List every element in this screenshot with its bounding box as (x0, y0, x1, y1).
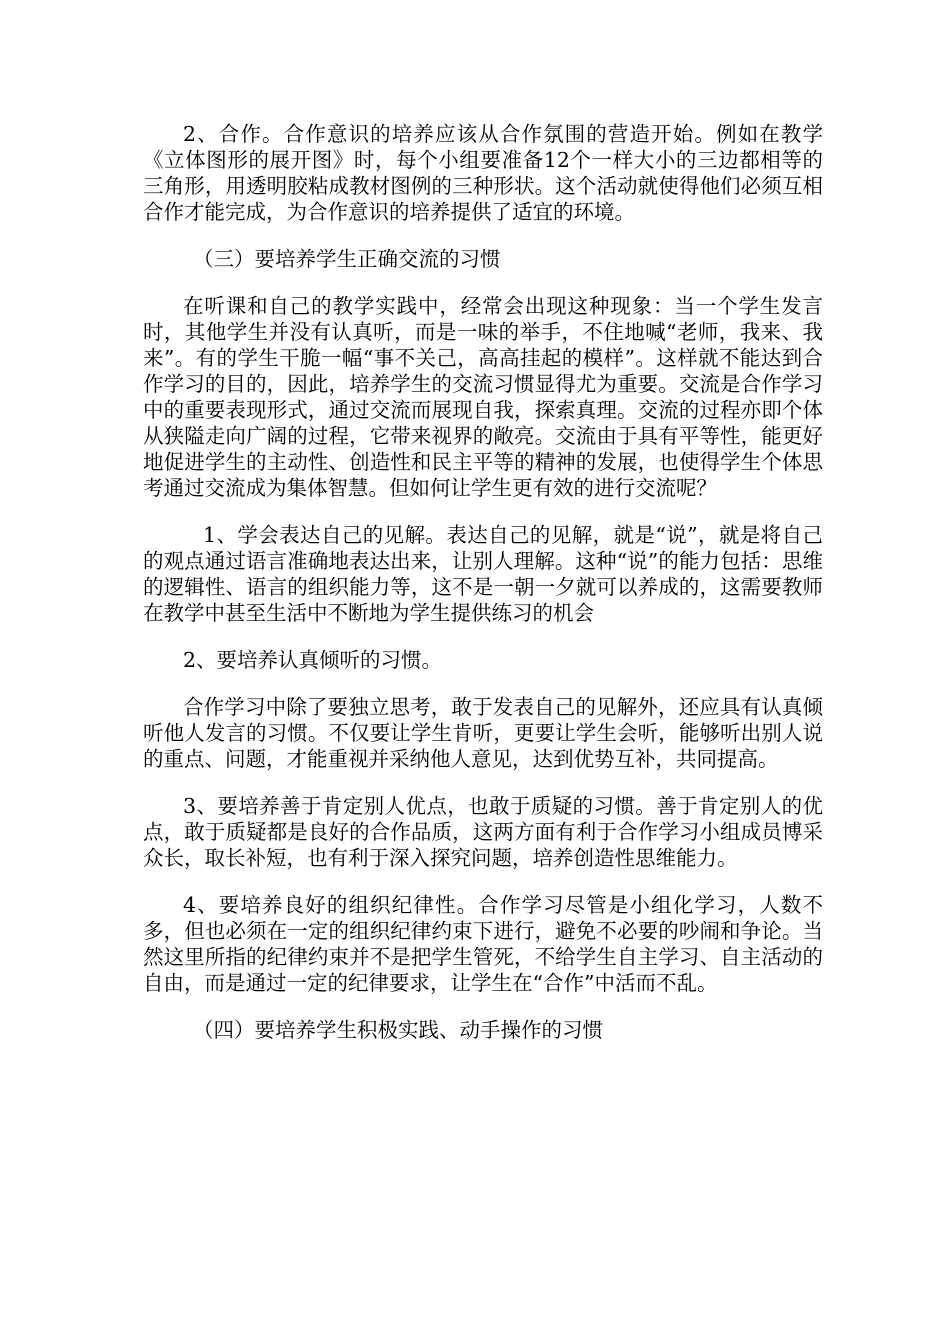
section-heading-four: （四）要培养学生积极实践、动手操作的习惯 (193, 1018, 603, 1042)
section-heading-three: （三）要培养学生正确交流的习惯 (193, 247, 501, 271)
paragraph-discipline: 4、要培养良好的组织纪律性。合作学习尽管是小组化学习，人数不多，但也必须在一定的组织纪律约束下进行，避免不必要的吵闹和争论。当然这里所指的纪律约束并不是把学生管死，不给学生自主学习、自主活动的自由，而是通过一定的纪律要求，让学生在“合作”中活而不乱。 (143, 893, 823, 995)
paragraph-listen-title: 2、要培养认真倾听的习惯。 (183, 648, 443, 672)
paragraph-cooperation: 2、合作。合作意识的培养应该从合作氛围的营造开始。例如在教学《立体图形的展开图》时，每个小组要准备12个一样大小的三边都相等的三角形，用透明胶粘成教材图例的三种形状。这个活动就使得他们必须互相合作才能完成，为合作意识的培养提供了适宜的环境。 (143, 122, 823, 224)
paragraph-listening-phenomenon: 在听课和自己的教学实践中，经常会出现这种现象：当一个学生发言时，其他学生并没有认真听，而是一味的举手，不住地喊“老师，我来、我来”。有的学生干脆一幅“事不关己，高高挂起的模样”。这样就不能达到合作学习的目的，因此，培养学生的交流习惯显得尤为重要。交流是合作学习中的重要表现形式，通过交流而展现自我，探索真理。交流的过程亦即个体从狭隘走向广阔的过程，它带来视界的敞亮。交流由于具有平等性，能更好地促进学生的主动性、创造性和民主平等的精神的发展，也使得学生个体思考通过交流成为集体智慧。但如何让学生更有效的进行交流呢？ (143, 294, 823, 500)
paragraph-express-opinion: 1、学会表达自己的见解。表达自己的见解，就是“说”，就是将自己的观点通过语言准确地表达出来，让别人理解。这种“说”的能力包括：思维的逻辑性、语言的组织能力等，这不是一朝一夕就可以养成的，这需要教师在教学中甚至生活中不断地为学生提供练习的机会 (143, 523, 823, 625)
paragraph-listen-body: 合作学习中除了要独立思考，敢于发表自己的见解外，还应具有认真倾听他人发言的习惯。不仅要让学生肯听，更要让学生会听，能够听出别人说的重点、问题，才能重视并采纳他人意见，达到优势互补，共同提高。 (143, 695, 823, 771)
paragraph-affirm-question: 3、要培养善于肯定别人优点，也敢于质疑的习惯。善于肯定别人的优点，敢于质疑都是良好的合作品质，这两方面有利于合作学习小组成员博采众长，取长补短，也有利于深入探究问题，培养创造性思维能力。 (143, 794, 823, 870)
document-body (143, 121, 823, 1064)
